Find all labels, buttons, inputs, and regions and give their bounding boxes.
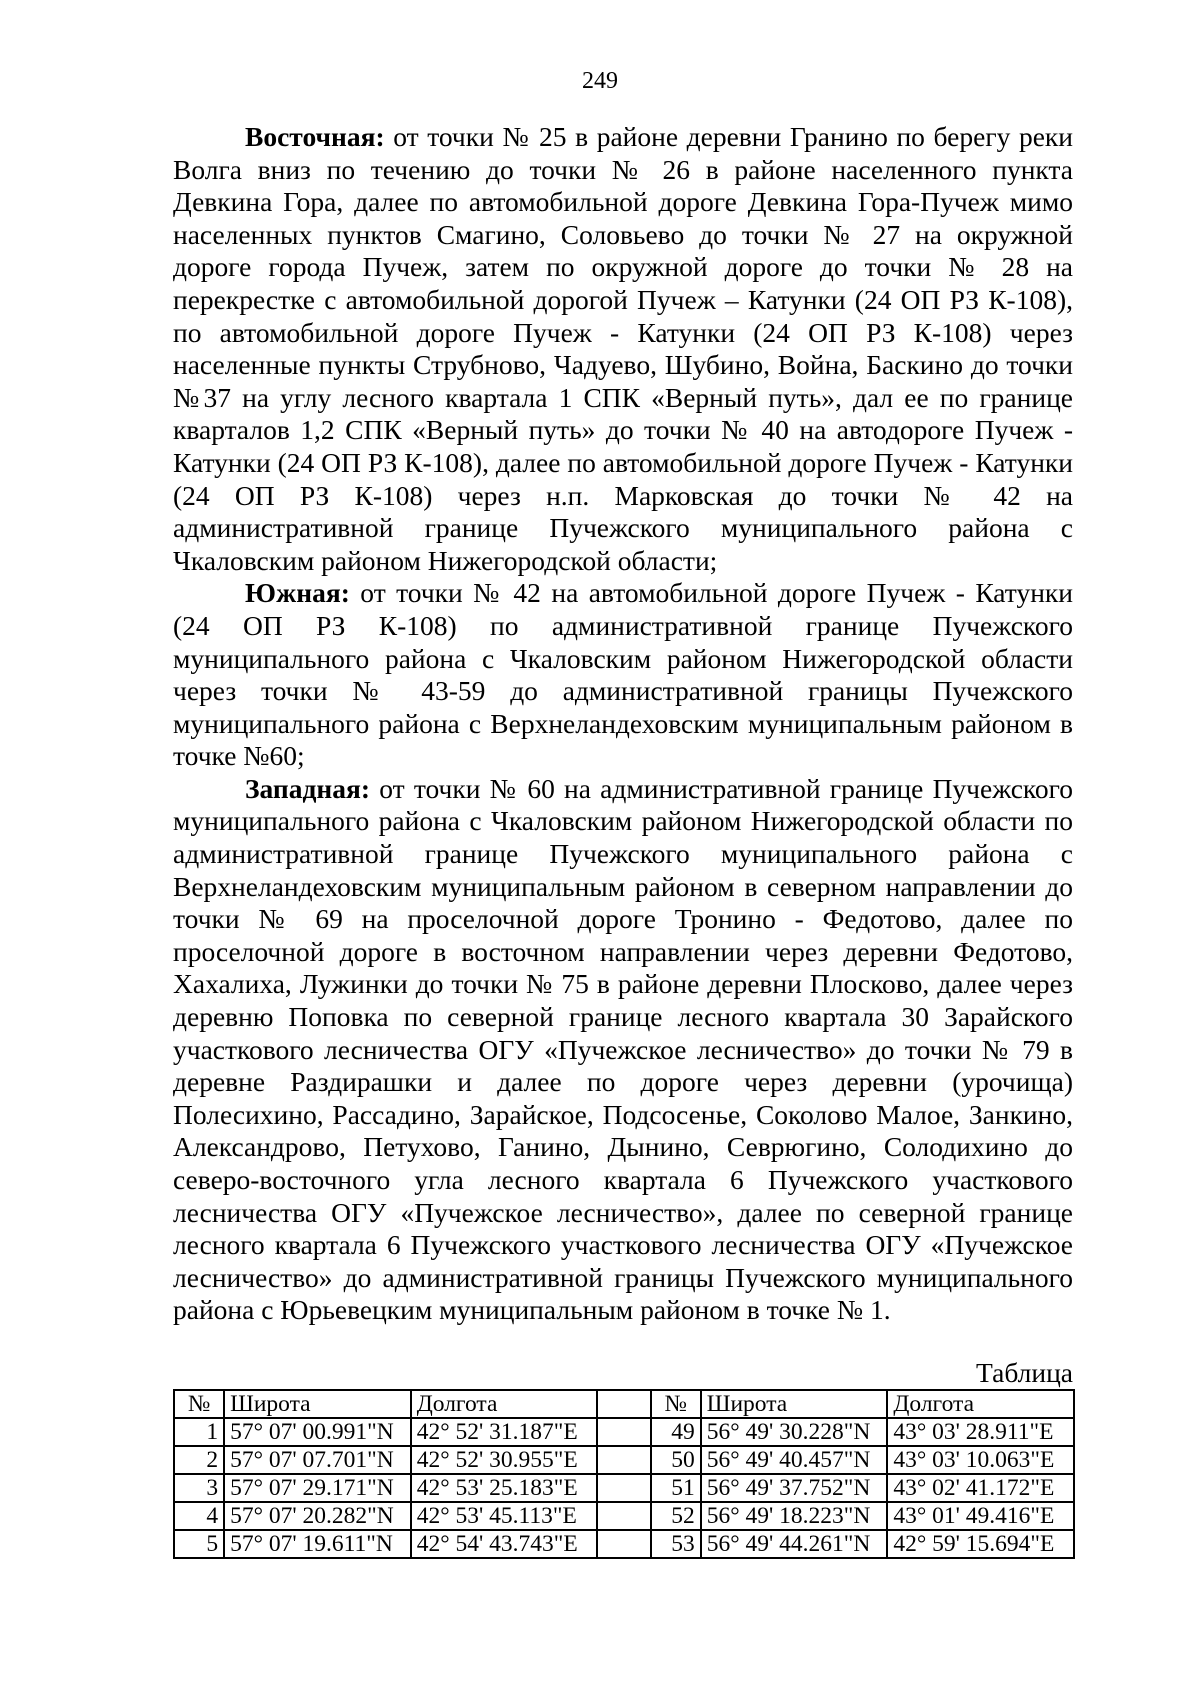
table-cell: 43° 03' 10.063"E (887, 1446, 1074, 1474)
header-cell: Широта (701, 1390, 888, 1418)
table-cell: 51 (651, 1474, 701, 1502)
table-cell: 57° 07' 00.991"N (224, 1418, 411, 1446)
table-gap-cell (597, 1446, 650, 1474)
table-gap-cell (597, 1418, 650, 1446)
table-row (174, 1474, 1074, 1502)
paragraph-west (173, 773, 1073, 1327)
table-cell: 53 (651, 1530, 701, 1558)
header-cell: № (174, 1390, 224, 1418)
table-cell: 42° 53' 25.183"E (411, 1474, 598, 1502)
table-cell: 43° 03' 28.911"E (887, 1418, 1074, 1446)
paragraph-lead: Восточная: (245, 121, 385, 152)
header-cell: Долгота (887, 1390, 1074, 1418)
table-cell: 57° 07' 29.171"N (224, 1474, 411, 1502)
table-cell: 42° 52' 30.955"E (411, 1446, 598, 1474)
table-cell: 56° 49' 37.752"N (701, 1474, 888, 1502)
table-cell: 56° 49' 44.261"N (701, 1530, 888, 1558)
paragraph-text: от точки № 60 на административной границе Пучежского муниципального района с Чкаловским районом Нижегородской области по административной границе Пучежского муниципального района с Верхнеландеховским муниципальным районом в северном направлении до точки № 69 на проселочной дороге Тронино - Федотово, далее по проселочной дороге в восточном направлении через деревни Федотово, Хахалиха, Лужинки до точки № 75 в районе деревни Плосково, далее через деревню Поповка по северной границе лесного квартала 30 Зарайского участкового лесничества ОГУ «Пучежское лесничество» до точки № 79 в деревне Раздирашки и далее по дороге через деревни (урочища) Полесихино, Рассадино, Зарайское, Подсосенье, Соколово Малое, Занкино, Александрово, Петухово, Ганино, Дынино, Севрюгино, Солодихино до северо-восточного угла лесного квартала 6 Пучежского участкового лесничества ОГУ «Пучежское лесничество», далее по северной границе лесного квартала 6 Пучежского участкового лесничества ОГУ «Пучежское лесничество» до административной границы Пучежского муниципального района с Юрьевецким муниципальным районом в точке № 1. (173, 772, 1073, 1326)
table-cell: 57° 07' 07.701"N (224, 1446, 411, 1474)
document-body (173, 121, 1073, 1327)
table-gap-cell (597, 1502, 650, 1530)
table-cell: 56° 49' 30.228"N (701, 1418, 888, 1446)
table-cell: 43° 01' 49.416"E (887, 1502, 1074, 1530)
table-cell: 5 (174, 1530, 224, 1558)
table-row (174, 1446, 1074, 1474)
table-row (174, 1418, 1074, 1446)
table-cell: 2 (174, 1446, 224, 1474)
table-row (174, 1502, 1074, 1530)
table-row (174, 1530, 1074, 1558)
table-cell: 42° 54' 43.743"E (411, 1530, 598, 1558)
paragraph-text: от точки № 25 в районе деревни Гранино по берегу реки Волга вниз по течению до точки № 26 в районе населенного пункта Девкина Гора, далее по автомобильной дороге Девкина Гора-Пучеж мимо населенных пунктов Смагино, Соловьево до точки № 27 на окружной дороге города Пучеж, затем по окружной дороге до точки № 28 на перекрестке с автомобильной дорогой Пучеж – Катунки (24 ОП РЗ К-108), по автомобильной дороге Пучеж - Катунки (24 ОП РЗ К-108) через населенные пункты Струбново, Чадуево, Шубино, Война, Баскино до точки №37 на углу лесного квартала 1 СПК «Верный путь», дал ее по границе кварталов 1,2 СПК «Верный путь» до точки № 40 на автодороге Пучеж - Катунки (24 ОП РЗ К-108), далее по автомобильной дороге Пучеж - Катунки (24 ОП РЗ К-108) через н.п. Марковская до точки № 42 на административной границе Пучежского муниципального района с Чкаловским районом Нижегородской области; (173, 121, 1073, 576)
table-cell: 49 (651, 1418, 701, 1446)
table-cell: 42° 59' 15.694"E (887, 1530, 1074, 1558)
table-cell: 43° 02' 41.172"E (887, 1474, 1074, 1502)
table-cell: 52 (651, 1502, 701, 1530)
table-cell: 57° 07' 20.282"N (224, 1502, 411, 1530)
table-cell: 1 (174, 1418, 224, 1446)
table-cell: 42° 53' 45.113"E (411, 1502, 598, 1530)
table-cell: 3 (174, 1474, 224, 1502)
table-gap-cell (597, 1390, 650, 1418)
table-gap-cell (597, 1530, 650, 1558)
paragraph-lead: Западная: (245, 772, 371, 804)
table-cell: 56° 49' 18.223"N (701, 1502, 888, 1530)
table-cell: 50 (651, 1446, 701, 1474)
paragraph-text: от точки № 42 на автомобильной дороге Пучеж - Катунки (24 ОП РЗ К-108) по административной границе Пучежского муниципального района с Чкаловским районом Нижегородской области через точки № 43-59 до административной границы Пучежского муниципального района с Верхнеландеховским муниципальным районом в точке №60; (173, 577, 1073, 772)
table-gap-cell (597, 1474, 650, 1502)
table-header-row (174, 1390, 1074, 1418)
page-number: 249 (582, 68, 618, 94)
table-caption: Таблица (976, 1357, 1073, 1388)
coordinates-table (173, 1389, 1075, 1559)
table-cell: 4 (174, 1502, 224, 1530)
table-cell: 56° 49' 40.457"N (701, 1446, 888, 1474)
header-cell: Долгота (411, 1390, 598, 1418)
table-cell: 57° 07' 19.611"N (224, 1530, 411, 1558)
paragraph-south (173, 577, 1073, 773)
header-cell: № (651, 1390, 701, 1418)
table-cell: 42° 52' 31.187"E (411, 1418, 598, 1446)
header-cell: Широта (224, 1390, 411, 1418)
paragraph-east (173, 121, 1073, 577)
paragraph-lead: Южная: (245, 577, 350, 609)
